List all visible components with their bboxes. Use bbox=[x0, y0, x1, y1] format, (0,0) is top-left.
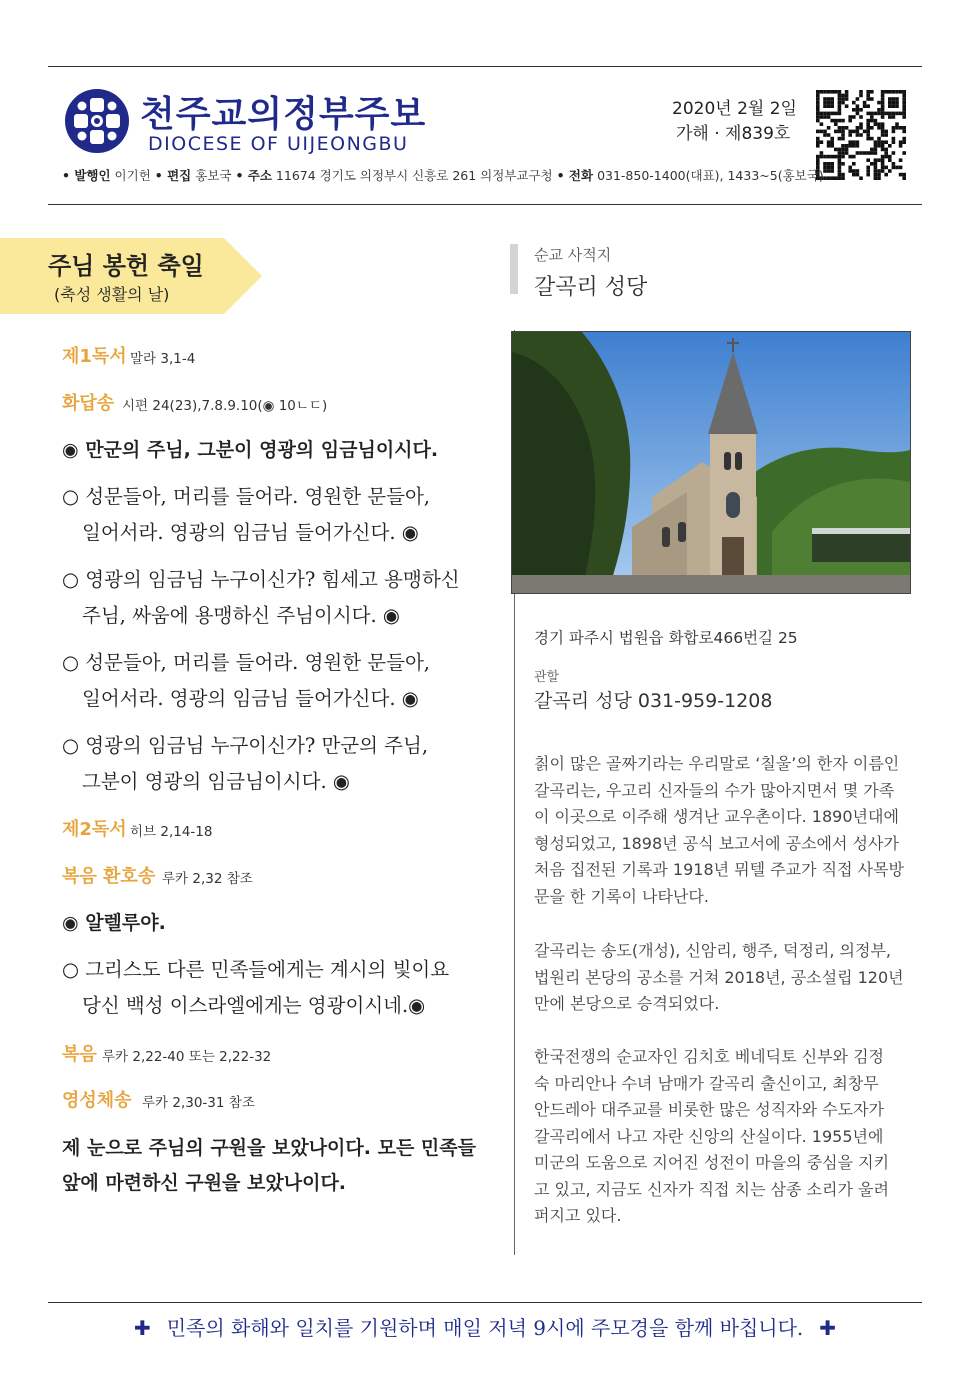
footer-prayer bbox=[48, 1312, 922, 1341]
address-label: • 주소 bbox=[235, 168, 272, 183]
section-accent-bar bbox=[510, 244, 518, 294]
reading1-label: 제1독서 bbox=[62, 346, 127, 367]
psalm-verse-4b: 그분이 영광의 임금님이시다. ◉ bbox=[82, 770, 350, 793]
alleluia-ref: 루카 2,32 참조 bbox=[162, 871, 253, 887]
psalm-verse-1a: ○ 성문들아, 머리를 들어라. 영원한 문들아, bbox=[62, 485, 430, 508]
shrine-paragraph-3 bbox=[534, 1044, 889, 1230]
paragraph-line: 한국전쟁의 순교자인 김치호 베네딕토 신부와 김정 bbox=[534, 1047, 885, 1066]
paragraph-line: 퍼지고 있다. bbox=[534, 1206, 622, 1225]
psalm-ref: 시편 24(23),7.8.9.10(◉ 10ㄴㄷ) bbox=[122, 398, 328, 414]
editor-label: • 편집 bbox=[154, 168, 192, 183]
phone-label: • 전화 bbox=[556, 168, 594, 183]
feast-title: 주님 봉헌 축일 bbox=[48, 251, 204, 280]
paragraph-line: 처음 집전된 기록과 1918년 뮈텔 주교가 직접 사목방 bbox=[534, 860, 904, 879]
paper-title: 천주교의정부주보 bbox=[140, 94, 427, 135]
top-rule bbox=[48, 66, 922, 67]
paragraph-line: 갈곡리에서 나고 자란 신앙의 산실이다. 1955년에 bbox=[534, 1126, 884, 1146]
phone: 031-850-1400(대표), 1433~5(홍보국) bbox=[593, 168, 824, 183]
feast-subtitle: (축성 생활의 날) bbox=[54, 285, 170, 304]
editor: 홍보국 bbox=[191, 168, 236, 183]
paper-title-english: DIOCESE OF UIJEONGBU bbox=[148, 133, 409, 155]
header-bottom-rule bbox=[48, 204, 922, 205]
address: 11674 경기도 의정부시 신흥로 261 의정부교구청 bbox=[271, 168, 557, 183]
alleluia-verse-b: 당신 백성 이스라엘에게는 영광이시네.◉ bbox=[82, 994, 426, 1017]
paragraph-line: 안드레아 대주교를 비롯한 많은 성직자와 수도자가 bbox=[534, 1100, 885, 1119]
reading1-ref: 말라 3,1-4 bbox=[130, 351, 196, 367]
paragraph-line: 형성되었고, 1898년 공식 보고서에 공소에서 성사가 bbox=[534, 833, 899, 853]
psalm-verse-3a: ○ 성문들아, 머리를 들어라. 영원한 문들아, bbox=[62, 651, 430, 674]
shrine-address: 경기 파주시 법원읍 화합로466번길 25 bbox=[534, 629, 798, 647]
church-photo bbox=[511, 331, 911, 594]
issue-number: 가해 · 제839호 bbox=[676, 124, 791, 144]
paragraph-line: 미군의 도움으로 지어진 성전이 마을의 중심을 지키 bbox=[534, 1153, 890, 1172]
cross-icon: ✚ bbox=[819, 1316, 837, 1340]
psalm-response: ◉ 만군의 주님, 그분이 영광의 임금님이시다. bbox=[62, 439, 439, 461]
communion-text-line-2: 앞에 마련하신 구원을 보았나이다. bbox=[62, 1172, 347, 1194]
footer-text: 민족의 화해와 일치를 기원하며 매일 저녁 9시에 주모경을 함께 바칩니다. bbox=[166, 1316, 804, 1340]
paragraph-line: 칡이 많은 골짜기라는 우리말로 ‘칠울’의 한자 이름인 bbox=[534, 754, 900, 773]
section-title: 갈곡리 성당 bbox=[534, 275, 648, 300]
shrine-paragraph-2 bbox=[534, 938, 904, 1018]
reading2-label: 제2독서 bbox=[62, 819, 127, 840]
publisher: 이기헌 bbox=[110, 168, 155, 183]
psalm-verse-2a: ○ 영광의 임금님 누구이신가? 힘세고 용맹하신 bbox=[62, 568, 460, 591]
paragraph-line: 고 있고, 지금도 신자가 직접 치는 삼종 소리가 울려 bbox=[534, 1179, 889, 1199]
paragraph-line: 법원리 본당의 공소를 거쳐 2018년, 공소설립 120년 bbox=[534, 967, 904, 987]
psalm-verse-2b: 주님, 싸움에 용맹하신 주님이시다. ◉ bbox=[82, 604, 400, 627]
gospel-label: 복음 bbox=[62, 1044, 97, 1065]
section-label: 순교 사적지 bbox=[534, 246, 612, 264]
issue-date: 2020년 2월 2일 bbox=[672, 99, 797, 119]
reading2-ref: 히브 2,14-18 bbox=[130, 824, 213, 840]
footer-rule bbox=[48, 1302, 922, 1303]
gospel-ref: 루카 2,22-40 또는 2,22-32 bbox=[102, 1049, 272, 1065]
communion-ref: 루카 2,30-31 참조 bbox=[142, 1095, 255, 1111]
psalm-label: 화답송 bbox=[62, 393, 115, 414]
communion-label: 영성체송 bbox=[62, 1090, 132, 1111]
shrine-paragraph-1 bbox=[534, 751, 904, 910]
publisher-label: • 발행인 bbox=[62, 168, 111, 183]
paragraph-line: 만에 본당으로 승격되었다. bbox=[534, 994, 720, 1013]
paragraph-line: 이 이곳으로 이주해 생겨난 교우촌이다. 1890년대에 bbox=[534, 807, 899, 826]
diocese-logo-icon bbox=[64, 88, 130, 154]
jurisdiction-contact: 갈곡리 성당 031-959-1208 bbox=[534, 690, 773, 712]
psalm-verse-1b: 일어서라. 영광의 임금님 들어가신다. ◉ bbox=[82, 521, 419, 544]
paragraph-line: 갈곡리는, 우고리 신자들의 수가 많아지면서 몇 가족 bbox=[534, 780, 895, 800]
cross-icon: ✚ bbox=[133, 1316, 151, 1340]
paragraph-line: 숙 마리안나 수녀 남매가 갈곡리 출신이고, 최창무 bbox=[534, 1073, 879, 1093]
qr-code-icon[interactable] bbox=[816, 90, 908, 180]
masthead-info bbox=[62, 166, 824, 184]
jurisdiction-label: 관할 bbox=[534, 670, 560, 685]
alleluia-response: ◉ 알렐루야. bbox=[62, 912, 166, 934]
alleluia-label: 복음 환호송 bbox=[62, 866, 156, 887]
communion-text-line-1: 제 눈으로 주님의 구원을 보았나이다. 모든 민족들 bbox=[62, 1137, 476, 1159]
paragraph-line: 문을 한 기록이 나타난다. bbox=[534, 886, 709, 906]
alleluia-verse-a: ○ 그리스도 다른 민족들에게는 계시의 빛이요 bbox=[62, 958, 450, 981]
psalm-verse-4a: ○ 영광의 임금님 누구이신가? 만군의 주님, bbox=[62, 734, 429, 757]
psalm-verse-3b: 일어서라. 영광의 임금님 들어가신다. ◉ bbox=[82, 687, 419, 710]
paragraph-line: 갈곡리는 송도(개성), 신암리, 행주, 덕정리, 의정부, bbox=[534, 941, 892, 960]
